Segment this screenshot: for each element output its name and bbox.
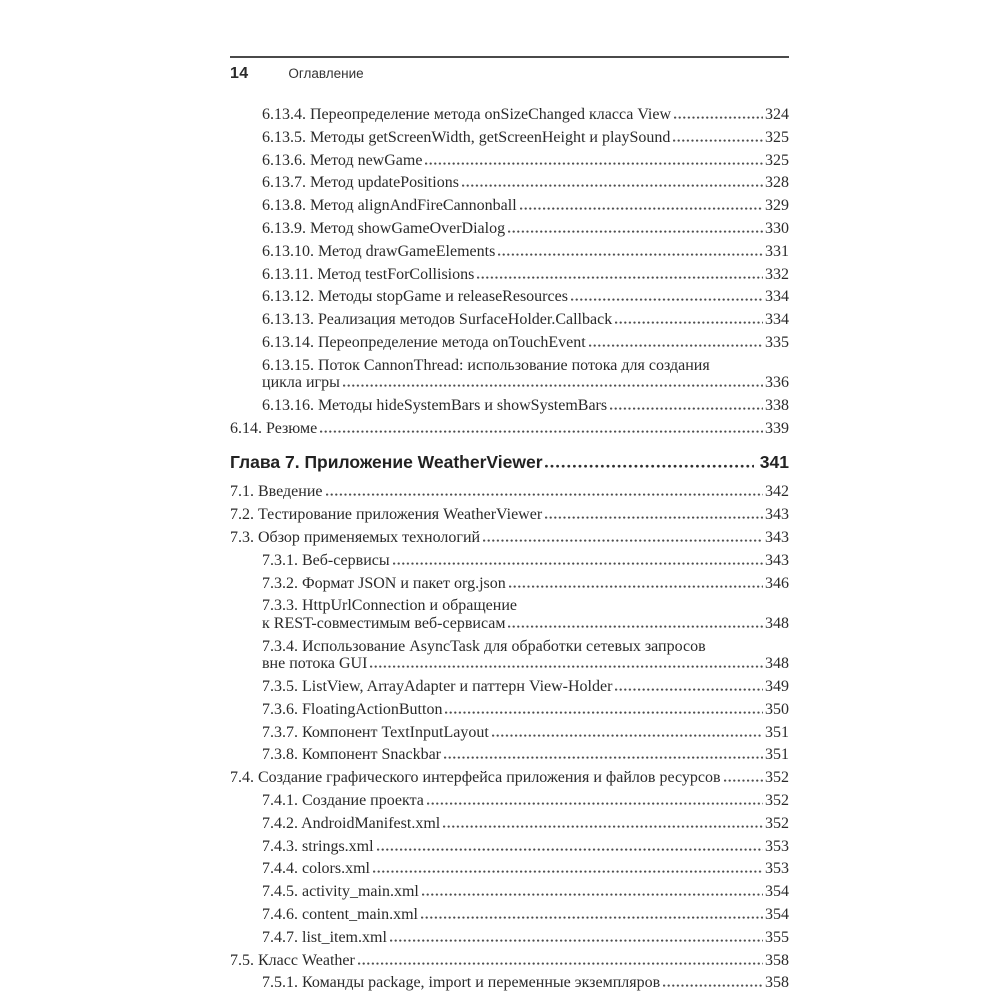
dot-leader <box>498 253 763 256</box>
toc-entry-title: 6.13.7. Метод updatePositions <box>262 174 459 192</box>
dot-leader <box>663 984 763 987</box>
dot-leader <box>343 384 763 387</box>
page-number: 330 <box>765 219 789 237</box>
toc-entry-row <box>262 974 789 992</box>
dot-leader <box>377 848 763 851</box>
toc-entry <box>230 483 789 501</box>
toc-entry-title: 6.13.12. Методы stopGame и releaseResources <box>262 288 568 306</box>
toc-entry <box>230 724 789 742</box>
page-content <box>230 56 789 997</box>
dot-leader <box>462 184 763 187</box>
page-number: 338 <box>765 397 789 415</box>
toc-entry-title: к REST-совместимым веб-сервисам <box>262 614 506 632</box>
toc-entry-title: 7.3.8. Компонент Snackbar <box>262 746 442 764</box>
dot-leader <box>445 711 763 714</box>
toc-entry <box>230 769 789 787</box>
page-number: 354 <box>765 883 789 901</box>
dot-leader <box>589 344 763 347</box>
toc-entry-row <box>262 552 789 570</box>
page-number: 334 <box>765 311 789 329</box>
toc-entry-title: 6.13.11. Метод testForCollisions <box>262 265 475 283</box>
toc-list <box>230 106 789 992</box>
toc-entry-line: 7.3.4. Использование AsyncTask для обработки сетевых запросов <box>262 637 706 655</box>
toc-entry-row <box>230 420 789 438</box>
toc-entry-title: 7.2. Тестирование приложения WeatherViewer <box>230 506 543 524</box>
toc-entry-row <box>262 129 789 147</box>
toc-entry-title: 7.4.4. colors.xml <box>262 860 370 878</box>
toc-entry-row <box>262 678 789 696</box>
toc-entry <box>230 746 789 764</box>
toc-entry <box>230 575 789 593</box>
page-number: 351 <box>765 746 789 764</box>
dot-leader <box>483 539 763 542</box>
page-number-folio: 14 <box>230 65 249 82</box>
toc-entry-row <box>230 769 789 787</box>
dot-leader <box>615 321 763 324</box>
page-header <box>230 56 789 83</box>
toc-entry-row <box>262 243 789 261</box>
toc-entry-title: 7.4.6. content_main.xml <box>262 905 418 923</box>
dot-leader <box>615 688 763 691</box>
toc-entry-title: 6.13.10. Метод drawGameElements <box>262 242 496 260</box>
toc-entry-title: 7.3.6. FloatingActionButton <box>262 700 443 718</box>
dot-leader <box>520 207 763 210</box>
dot-leader <box>421 916 763 919</box>
toc-entry-title: 6.13.4. Переопределение метода onSizeChanged класса View <box>262 106 672 123</box>
page-number: 358 <box>765 974 789 992</box>
page-number: 352 <box>765 814 789 832</box>
toc-entry-row <box>262 655 789 673</box>
toc-entry-row <box>230 483 789 501</box>
toc-entry-row <box>262 575 789 593</box>
toc-entry <box>230 220 789 238</box>
toc-entry-title: 7.5.1. Команды package, import и переменные экземпляров <box>262 974 661 992</box>
toc-entry-row <box>262 397 789 415</box>
page-number: 352 <box>765 769 789 787</box>
toc-entry <box>230 860 789 878</box>
toc-entry-row <box>262 815 789 833</box>
dot-leader <box>492 734 763 737</box>
toc-entry <box>230 174 789 192</box>
toc-entry-title: 6.13.5. Методы getScreenWidth, getScreenHeight и playSound <box>262 128 671 146</box>
page-number: 339 <box>765 419 789 437</box>
toc-entry-title: 7.5. Класс Weather <box>230 951 355 969</box>
toc-entry-line: 7.3.3. HttpUrlConnection и обращение <box>262 597 517 615</box>
page-number: 351 <box>765 723 789 741</box>
page-number: 355 <box>765 928 789 946</box>
page-number: 350 <box>765 700 789 718</box>
dot-leader <box>443 825 763 828</box>
page-number: 348 <box>765 614 789 632</box>
toc-entry <box>230 288 789 306</box>
toc-entry-line: 6.13.15. Поток CannonThread: использование потока для создания <box>262 356 710 374</box>
toc-entry <box>230 792 789 810</box>
page-number: 349 <box>765 677 789 695</box>
chapter-heading <box>230 452 789 472</box>
toc-entry-row <box>262 152 789 170</box>
dot-leader <box>545 464 754 468</box>
toc-entry-row <box>230 952 789 970</box>
toc-entry <box>230 129 789 147</box>
toc-entry-row <box>262 106 789 124</box>
running-title: Оглавление <box>288 66 364 81</box>
toc-entry-row <box>262 724 789 742</box>
toc-entry-title: 7.4.3. strings.xml <box>262 837 374 855</box>
toc-entry-row <box>262 197 789 215</box>
toc-entry-title: 7.4.5. activity_main.xml <box>262 883 419 901</box>
dot-leader <box>358 962 763 965</box>
toc-entry-title: Глава 7. Приложение WeatherViewer <box>230 452 543 473</box>
toc-entry-row <box>262 615 789 633</box>
toc-entry-row <box>230 506 789 524</box>
dot-leader <box>724 779 763 782</box>
toc-entry <box>230 266 789 284</box>
page-number: 354 <box>765 905 789 923</box>
toc-entry <box>230 815 789 833</box>
toc-entry-row <box>262 288 789 306</box>
toc-entry-row <box>262 374 789 392</box>
toc-entry <box>230 152 789 170</box>
dot-leader <box>370 665 763 668</box>
toc-entry <box>230 552 789 570</box>
toc-entry-row <box>262 220 789 238</box>
toc-entry <box>230 883 789 901</box>
page-number: 334 <box>765 288 789 306</box>
page-number: 325 <box>765 151 789 169</box>
toc-entry-row <box>262 174 789 192</box>
page-number: 332 <box>765 265 789 283</box>
toc-entry <box>230 638 789 673</box>
toc-entry <box>230 838 789 856</box>
toc-entry-row <box>262 906 789 924</box>
toc-entry-title: 7.4.2. AndroidManifest.xml <box>262 814 441 832</box>
toc-entry <box>230 106 789 124</box>
toc-entry-title: 6.13.13. Реализация методов SurfaceHolder.Callback <box>262 311 613 329</box>
dot-leader <box>508 230 763 233</box>
toc-entry-title: вне потока GUI <box>262 655 368 673</box>
toc-entry <box>230 397 789 415</box>
toc-entry <box>230 197 789 215</box>
dot-leader <box>320 430 763 433</box>
toc-entry <box>230 506 789 524</box>
dot-leader <box>674 116 763 119</box>
dot-leader <box>425 162 763 165</box>
toc-entry-title: 7.4.7. list_item.xml <box>262 928 387 946</box>
page-number: 343 <box>765 551 789 569</box>
dot-leader <box>610 407 763 410</box>
dot-leader <box>390 939 763 942</box>
toc-entry-title: 7.3.1. Веб-сервисы <box>262 551 390 569</box>
toc-entry-row <box>262 792 789 810</box>
dot-leader <box>422 893 763 896</box>
toc-entry-row <box>230 529 789 547</box>
dot-leader <box>444 756 763 759</box>
page-number: 342 <box>765 483 789 501</box>
toc-entry-row <box>262 860 789 878</box>
page-number: 352 <box>765 791 789 809</box>
toc-entry <box>230 974 789 992</box>
toc-entry-title: 7.1. Введение <box>230 483 323 501</box>
page-number: 331 <box>765 242 789 260</box>
dot-leader <box>477 276 763 279</box>
toc-entry-title: 6.13.9. Метод showGameOverDialog <box>262 219 506 237</box>
toc-entry-row <box>262 746 789 764</box>
toc-entry-title: 7.3.7. Компонент TextInputLayout <box>262 723 489 741</box>
toc-entry-title: 6.13.14. Переопределение метода onTouchEvent <box>262 333 586 351</box>
toc-entry-row <box>230 452 789 472</box>
page-number: 348 <box>765 655 789 673</box>
toc-entry <box>230 243 789 261</box>
page-number: 353 <box>765 860 789 878</box>
toc-entry-title: 7.3.2. Формат JSON и пакет org.json <box>262 574 506 592</box>
toc-entry <box>230 529 789 547</box>
toc-entry <box>230 701 789 719</box>
toc-entry-row <box>262 311 789 329</box>
toc-entry <box>230 678 789 696</box>
toc-entry-row <box>262 334 789 352</box>
page-number: 346 <box>765 574 789 592</box>
dot-leader <box>373 870 763 873</box>
toc-entry <box>230 420 789 438</box>
page-number: 341 <box>759 452 789 473</box>
toc-entry-row <box>262 929 789 947</box>
toc-entry <box>230 906 789 924</box>
page-number: 336 <box>765 374 789 392</box>
dot-leader <box>545 516 763 519</box>
dot-leader <box>571 298 763 301</box>
toc-entry <box>230 952 789 970</box>
toc-entry <box>230 357 789 392</box>
toc-entry <box>230 311 789 329</box>
page-number: 343 <box>765 506 789 524</box>
toc-entry-row <box>262 701 789 719</box>
toc-entry-title: 6.13.8. Метод alignAndFireCannonball <box>262 197 517 215</box>
toc-entry-title: 6.13.6. Метод newGame <box>262 151 423 169</box>
page-number: 335 <box>765 333 789 351</box>
dot-leader <box>393 562 763 565</box>
page-number: 325 <box>765 128 789 146</box>
toc-entry <box>230 929 789 947</box>
toc-entry-title: цикла игры <box>262 374 340 392</box>
page-number: 358 <box>765 951 789 969</box>
page-number: 329 <box>765 197 789 215</box>
toc-entry-row <box>262 883 789 901</box>
toc-entry-title: 7.4. Создание графического интерфейса приложения и файлов ресурсов <box>230 769 721 787</box>
toc-entry-row <box>262 838 789 856</box>
page-number: 328 <box>765 174 789 192</box>
toc-entry-title: 6.14. Резюме <box>230 419 318 437</box>
toc-entry-row <box>262 266 789 284</box>
page-number: 324 <box>765 106 789 123</box>
toc-entry-title: 7.3.5. ListView, ArrayAdapter и паттерн View-Holder <box>262 677 613 695</box>
dot-leader <box>509 585 763 588</box>
toc-entry <box>230 597 789 632</box>
toc-entry-title: 7.3. Обзор применяемых технологий <box>230 528 481 546</box>
dot-leader <box>326 493 764 496</box>
toc-entry-title: 7.4.1. Создание проекта <box>262 791 424 809</box>
dot-leader <box>673 139 763 142</box>
page-number: 343 <box>765 528 789 546</box>
dot-leader <box>427 802 763 805</box>
page-number: 353 <box>765 837 789 855</box>
dot-leader <box>508 625 763 628</box>
toc-entry <box>230 334 789 352</box>
toc-entry-title: 6.13.16. Методы hideSystemBars и showSystemBars <box>262 397 608 415</box>
